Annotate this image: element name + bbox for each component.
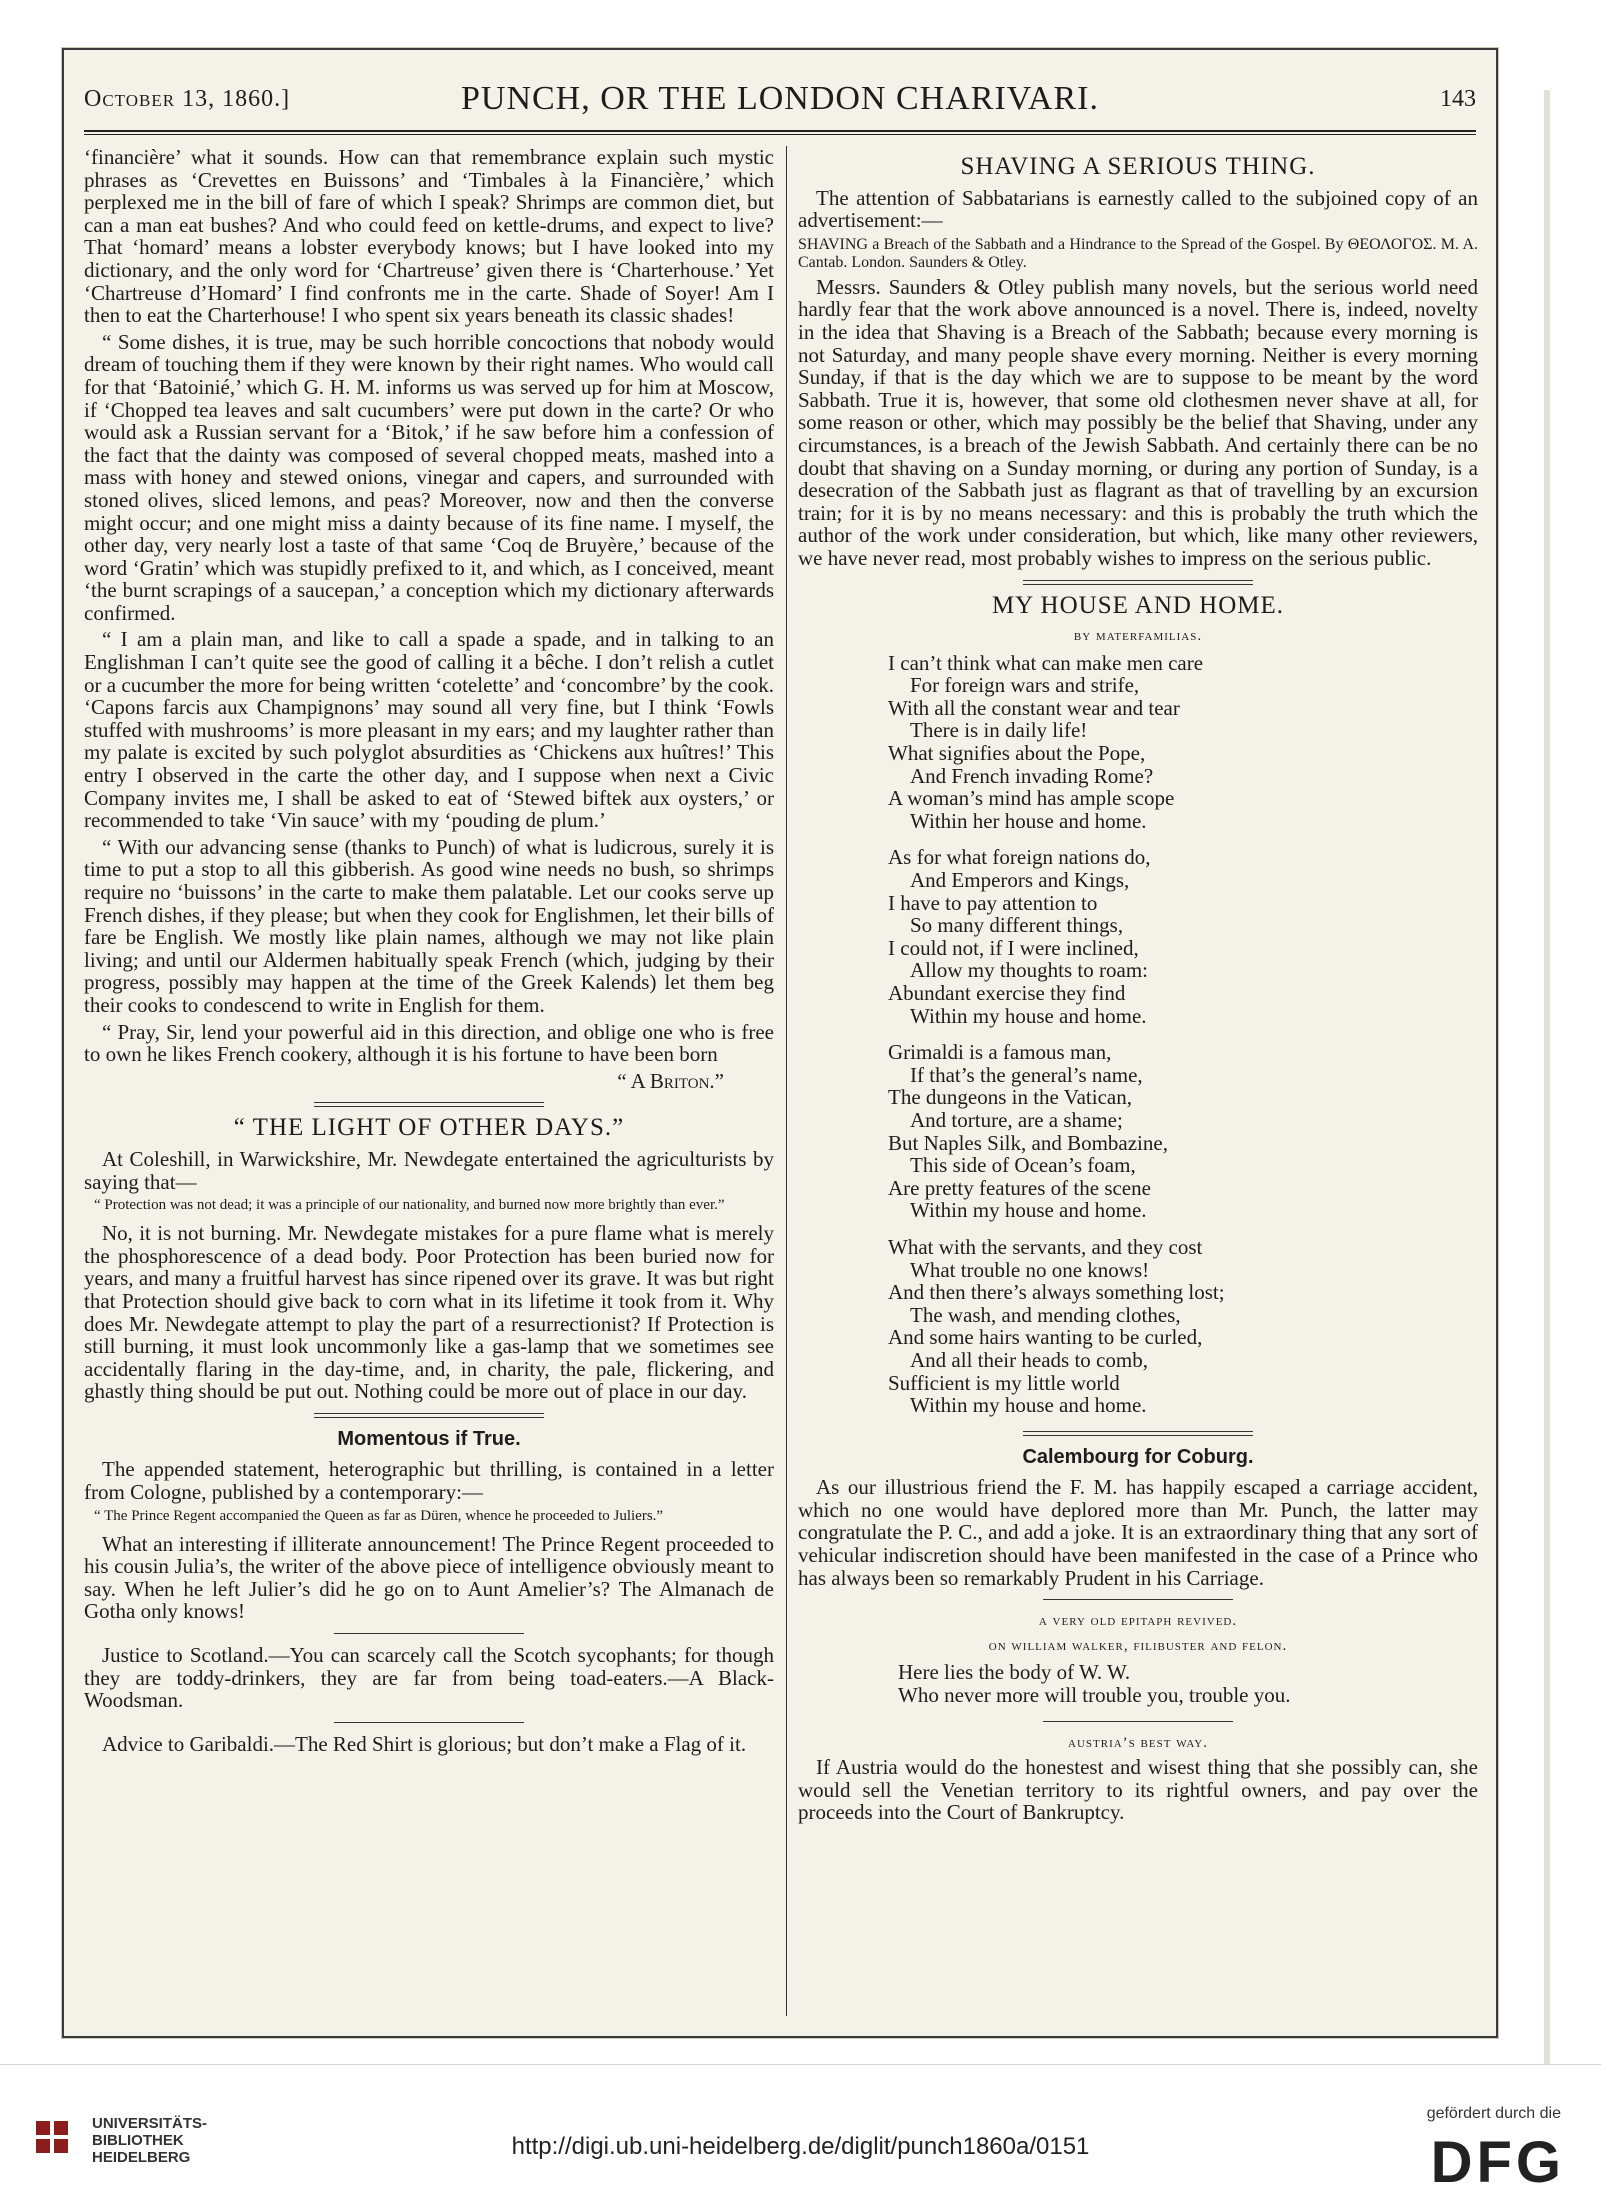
poem-line: And French invading Rome? — [910, 763, 1154, 788]
letter-paragraph: ‘financière’ what it sounds. How can that remembrance explain such mystic phrases as ‘Crevettes en Buissons’ and ‘Timbales à la Financière,’ which perplexed me in the bill of fare of which I speak? Shrimps are common diet, but can a man eat bushes? And who could feed on kettle-drums, and expect to live? That ‘homard’ means a lobster everybody knows; but I have looked into my dictionary, and the only word for ‘Chartreuse’ given there is ‘Charterhouse.’ Yet ‘Chartreuse d’Homard’ I find confronts me in the carte. Shade of Soyer! Am I then to eat the Charterhouse! I who spent six years beneath its classic shades! — [84, 145, 774, 328]
poem-line: For foreign wars and strife, — [910, 673, 1140, 698]
section-separator — [334, 1722, 524, 1723]
section-separator — [1043, 1599, 1233, 1600]
poem-line: The wash, and mending clothes, — [910, 1302, 1181, 1327]
poem-line: And torture, are a shame; — [910, 1107, 1123, 1132]
poem-title: MY HOUSE AND HOME. — [991, 591, 1285, 619]
poem-line: Are pretty features of the scene — [888, 1175, 1151, 1200]
advertisement: SHAVING a Breach of the Sabbath and a Hindrance to the Spread of the Gospel. By ΘΕΟΛΟΓΟΣ. M. A. Cantab. London. Saunders & Otley. — [798, 235, 1478, 271]
poem-stanza — [888, 1041, 1478, 1222]
newspaper-page — [62, 48, 1498, 2038]
section-separator — [314, 1413, 544, 1418]
poem-line: I could not, if I were inclined, — [888, 935, 1139, 960]
permalink-url[interactable]: http://digi.ub.uni-heidelberg.de/diglit/punch1860a/0151 — [511, 2133, 1090, 2160]
poem-line: There is in daily life! — [910, 718, 1088, 743]
poem-line: And then there’s always something lost; — [888, 1280, 1225, 1305]
section-separator — [314, 1102, 544, 1107]
poem-line: Within my house and home. — [910, 1198, 1147, 1223]
poem-line: Sufficient is my little world — [888, 1370, 1120, 1395]
institution-line: UNIVERSITÄTS- — [92, 2115, 208, 2132]
poem-line: I have to pay attention to — [888, 890, 1098, 915]
epitaph-line: Who never more will trouble you, trouble you. — [898, 1683, 1291, 1708]
masthead-title: PUNCH, OR THE LONDON CHARIVARI. — [460, 80, 1099, 117]
poem-stanza — [888, 846, 1478, 1027]
epitaph-lines — [898, 1661, 1478, 1706]
poem-line: Grimaldi is a famous man, — [888, 1040, 1112, 1065]
poem-line: But Naples Silk, and Bombazine, — [888, 1130, 1168, 1155]
poem-line: The dungeons in the Vatican, — [888, 1085, 1132, 1110]
poem-line: If that’s the general’s name, — [910, 1062, 1143, 1087]
letter-paragraph: “ Some dishes, it is true, may be such horrible concoctions that nobody would dream of touching them if they were known by their right names. Who would call for that ‘Batoinié,’ which G. H. M. informs us was served up for him at Moscow, if ‘Chopped tea leaves and salt cucumbers’ were put down in the carte? Or who would ask a Russian servant for a ‘Bitok,’ if he saw before him a confession of the fact that the dainty was composed of several chopped meats, mashed into a mass with honey and stewed onions, vinegar and capers, and surrounded with stoned olives, sliced lemons, and peas? Moreover, now and then the converse might occur; and one might miss a dainty because of its fine name. I myself, the other day, very nearly lost a taste of that same ‘Coq de Bruyère,’ because of the word ‘Gratin’ which was stupidly prefixed to it, and which, as I conceived, meant ‘the burnt scrapings of a saucepan,’ a conception which my dictionary afterwards confirmed. — [84, 329, 774, 625]
institution-line: HEIDELBERG — [92, 2149, 191, 2166]
left-column — [84, 146, 774, 1759]
section-separator — [1023, 580, 1253, 585]
section-separator — [1043, 1721, 1233, 1722]
section-separator — [1023, 1431, 1253, 1436]
article-paragraph: What an interesting if illiterate announcement! The Prince Regent proceeded to his cousin Julia’s, the writer of the above piece of intelligence obviously meant to say. When he left Julier’s did he go on to Aunt Amelier’s? The Almanach de Gotha only knows! — [84, 1531, 774, 1624]
page-edge-shadow — [1544, 90, 1550, 2090]
poem-line: Allow my thoughts to roam: — [910, 958, 1148, 983]
article-paragraph: If Austria would do the honestest and wisest thing that she possibly can, she would sell the Venetian territory to its rightful owners, and pay over the proceeds into the Court of Bankruptcy. — [798, 1755, 1478, 1825]
poem-line: I can’t think what can make men care — [888, 650, 1204, 675]
article-paragraph: As our illustrious friend the F. M. has happily escaped a carriage accident, which no one would have deplored more than Mr. Punch, the latter may congratulate the P. C., and add a joke. It is an extraordinary thing that any sort of vehicular indiscretion should have been manifested in the case of a Prince who has always been so remarkably Prudent in his Carriage. — [798, 1475, 1478, 1590]
letter-paragraph: “ I am a plain man, and like to call a spade a spade, and in talking to an Englishman I can’t quite see the good of calling it a bêche. I don’t relish a cutlet or a cucumber the more for being written ‘cotelette’ and ‘concombre’ by the cook. ‘Capons farcis aux Champignons’ may sound all very fine, but I think ‘Fowls stuffed with mushrooms’ is more pleasant in my ears; and my laughter rather than my palate is excited by such polyglot absurdities as ‘Chickens aux huîtres!’ This entry I observed in the carte the other day, and I suppose when next a Civic Company invites me, I shall be asked to eat of ‘Stewed biftek aux oysters,’ or recommended to take ‘Vin sauce’ with my ‘pouding de plum.’ — [84, 627, 774, 833]
article-paragraph: At Coleshill, in Warwickshire, Mr. Newdegate entertained the agriculturists by saying that— — [84, 1146, 774, 1194]
poem-line: Within her house and home. — [910, 808, 1147, 833]
poem-line: What with the servants, and they cost — [888, 1234, 1203, 1259]
article-title-shaving: SHAVING A SERIOUS THING. — [960, 153, 1316, 180]
epitaph-line: Here lies the body of W. W. — [898, 1660, 1131, 1685]
poem-line: Within my house and home. — [910, 1393, 1147, 1418]
article-quote: “ The Prince Regent accompanied the Queen as far as Düren, whence he proceeded to Juliers.” — [94, 1507, 664, 1524]
article-paragraph: Messrs. Saunders & Otley publish many novels, but the serious world need hardly fear that the work above announced is a novel. There is, indeed, novelty in the idea that Shaving is a Breach of the Sabbath; because every morning is not Saturday, and many people shave every morning. Neither is every morning Sunday, if that is the day which we are to suppose to be meant by the word Sabbath. True it is, however, that some old clothesmen never shave at all, for some reason or other, which may possibly be the belief that Shaving, under any circumstances, is a breach of the Jewish Sabbath. And certainly there can be no doubt that shaving on a Sunday morning, or during any portion of Sunday, is a desecration of the Sabbath just as flagrant as that of travelling by an excursion train; for it is by no means necessary: and this is probably the truth which the author of the work under consideration, but which, like many other reviewers, we have never read, most probably wishes to impress on the serious public. — [798, 274, 1478, 570]
poem-line: And all their heads to comb, — [910, 1347, 1148, 1372]
running-header — [84, 80, 1476, 120]
article-quote: “ Protection was not dead; it was a principle of our nationality, and burned now more brightly than ever.” — [94, 1197, 725, 1214]
poem-line: What signifies about the Pope, — [888, 741, 1146, 766]
poem-line: Abundant exercise they find — [888, 981, 1126, 1005]
poem-line: As for what foreign nations do, — [888, 845, 1151, 870]
dfg-logo: DFG — [1430, 2130, 1565, 2195]
issue-date: October 13, 1860.] — [84, 86, 291, 112]
poem-stanza — [888, 652, 1478, 833]
funding-caption: gefördert durch die — [1426, 2105, 1561, 2122]
header-rule — [84, 130, 1476, 135]
austria-title: austria’s best way. — [1068, 1734, 1208, 1751]
advice-paragraph: Advice to Garibaldi.—The Red Shirt is glorious; but don’t make a Flag of it. — [102, 1731, 747, 1756]
epitaph-subtitle: on william walker, filibuster and felon. — [988, 1637, 1288, 1654]
page-number: 143 — [1440, 86, 1476, 112]
article-paragraph: No, it is not burning. Mr. Newdegate mistakes for a pure flame what is merely the phosphorescence of a dead body. Poor Protection has been buried now for years, and many a fruitful harvest has since ripened over its grave. It was but right that Protection should give back to corn what in its lifetime it took from it. Why does Mr. Newdegate attempt to play the part of a resurrectionist? If Protection is still burning, it must look uncommonly like a gas-lamp that we sometimes see accidentally flaring in the day-time, and, in charity, the pale, flickering, and ghastly thing should be put out. Nothing could be more out of place in our day. — [84, 1221, 774, 1404]
letter-signature: “ A Briton.” — [617, 1068, 724, 1093]
justice-paragraph: Justice to Scotland.—You can scarcely call the Scotch sycophants; for though they are toddy-drinkers, they are far from being toad-eaters.—A Black-Woodsman. — [84, 1643, 774, 1713]
poem-line: And Emperors and Kings, — [910, 868, 1130, 893]
article-title-momentous: Momentous if True. — [337, 1427, 521, 1450]
viewer-footer — [0, 2064, 1601, 2211]
poem-line: So many different things, — [910, 913, 1124, 938]
poem-byline: by materfamilias. — [1073, 628, 1203, 645]
letter-paragraph: “ With our advancing sense (thanks to Punch) of what is ludicrous, surely it is time to put a stop to all this gibberish. As good wine needs no bush, so shrimps require no ‘buissons’ in the carte to make them palatable. Let our cooks serve up French dishes, if they please; but when they cook for Englishmen, let their bills of fare be English. We mostly like plain names, although we may not like plain living; and until our Aldermen habitually speak French (which, judging by their progress, possibly may happen at the time of the Greek Kalends) let them beg their cooks to condescend to write in English for them. — [84, 834, 774, 1017]
column-divider — [786, 146, 787, 2016]
article-paragraph: The appended statement, heterographic but thrilling, is contained in a letter from Cologne, published by a contemporary:— — [84, 1457, 774, 1505]
article-title-light: “ THE LIGHT OF OTHER DAYS.” — [233, 1114, 625, 1142]
institution-line: BIBLIOTHEK — [92, 2132, 184, 2149]
section-separator — [334, 1633, 524, 1634]
letter-paragraph: “ Pray, Sir, lend your powerful aid in this direction, and oblige one who is free to own he likes French cookery, although it is his fortune to have been born — [84, 1019, 774, 1067]
poem-line: What trouble no one knows! — [910, 1257, 1150, 1282]
poem-line: Within my house and home. — [910, 1003, 1147, 1028]
poem-stanza — [888, 1236, 1478, 1417]
poem-line: And some hairs wanting to be curled, — [888, 1325, 1203, 1350]
epitaph-title: a very old epitaph revived. — [1038, 1613, 1238, 1630]
article-title-calembourg: Calembourg for Coburg. — [1022, 1445, 1254, 1468]
poem-line: This side of Ocean’s foam, — [910, 1153, 1136, 1178]
poem-line: With all the constant wear and tear — [888, 695, 1180, 720]
right-column — [798, 146, 1478, 1828]
article-paragraph: The attention of Sabbatarians is earnestly called to the subjoined copy of an advertisement:— — [798, 185, 1478, 233]
poem-line: A woman’s mind has ample scope — [888, 786, 1175, 811]
